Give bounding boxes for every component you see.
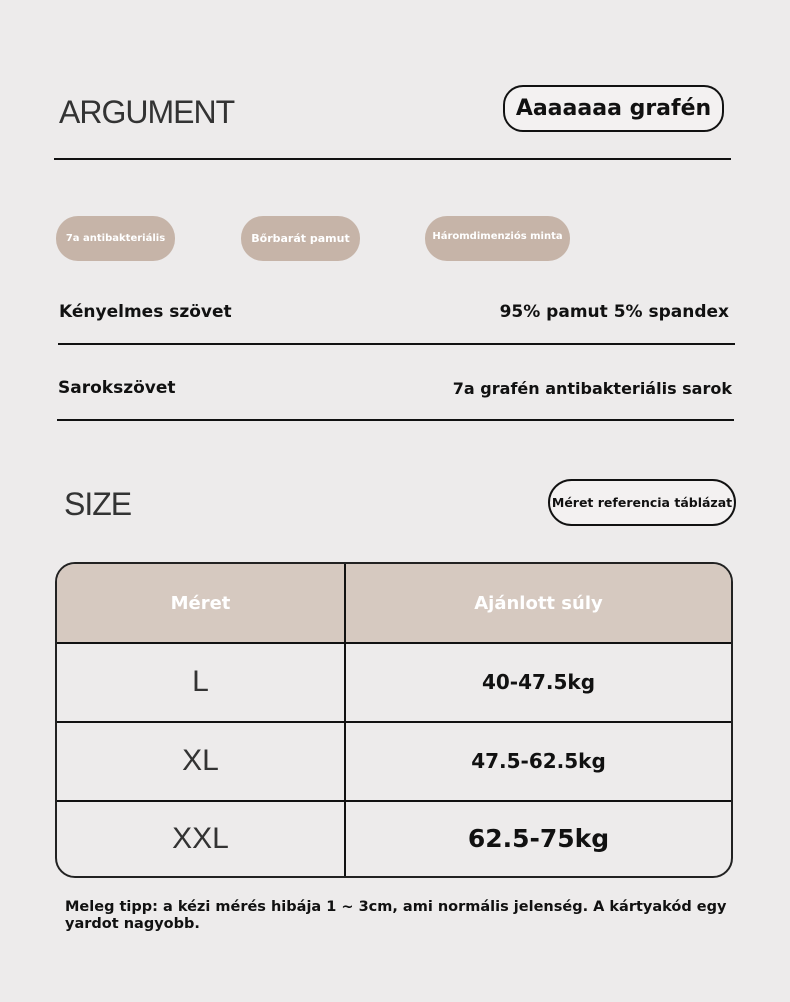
weight-cell: 62.5-75kg xyxy=(467,824,610,854)
spec-value-heel: 7a grafén antibakteriális sarok xyxy=(452,379,732,398)
size-cell: XXL xyxy=(57,802,346,876)
argument-heading: ARGUMENT xyxy=(59,94,235,130)
spec-label-fabric: Kényelmes szövet xyxy=(59,302,232,322)
table-row xyxy=(57,644,731,723)
spec-value-fabric: 95% pamut 5% spandex xyxy=(499,302,729,322)
size-heading: SIZE xyxy=(64,486,132,522)
tag-skin-friendly: Bőrbarát pamut xyxy=(241,216,360,261)
tag-3d-pattern: Háromdimenziós minta xyxy=(425,216,570,261)
size-reference-button[interactable]: Méret referencia táblázat xyxy=(548,479,736,526)
table-row xyxy=(57,723,731,802)
tag-antibacterial: 7a antibakteriális xyxy=(56,216,175,261)
size-table xyxy=(55,562,733,878)
graphene-badge: Aaaaaaa grafén xyxy=(503,85,724,132)
header-size: Méret xyxy=(57,564,346,644)
measurement-tip: Meleg tipp: a kézi mérés hibája 1 ~ 3cm, ami normális jelenség. A kártyakód egy yardot nagyobb. xyxy=(65,899,727,932)
divider xyxy=(54,158,731,160)
size-cell: L xyxy=(57,644,346,723)
size-cell: XL xyxy=(57,723,346,802)
weight-cell: 40-47.5kg xyxy=(346,644,731,723)
header-weight: Ajánlott súly xyxy=(346,564,731,644)
table-header-row xyxy=(57,564,731,644)
divider xyxy=(58,343,735,345)
divider xyxy=(57,419,734,421)
weight-cell: 47.5-62.5kg xyxy=(346,723,731,802)
table-row xyxy=(57,802,731,876)
spec-label-heel: Sarokszövet xyxy=(58,378,176,398)
